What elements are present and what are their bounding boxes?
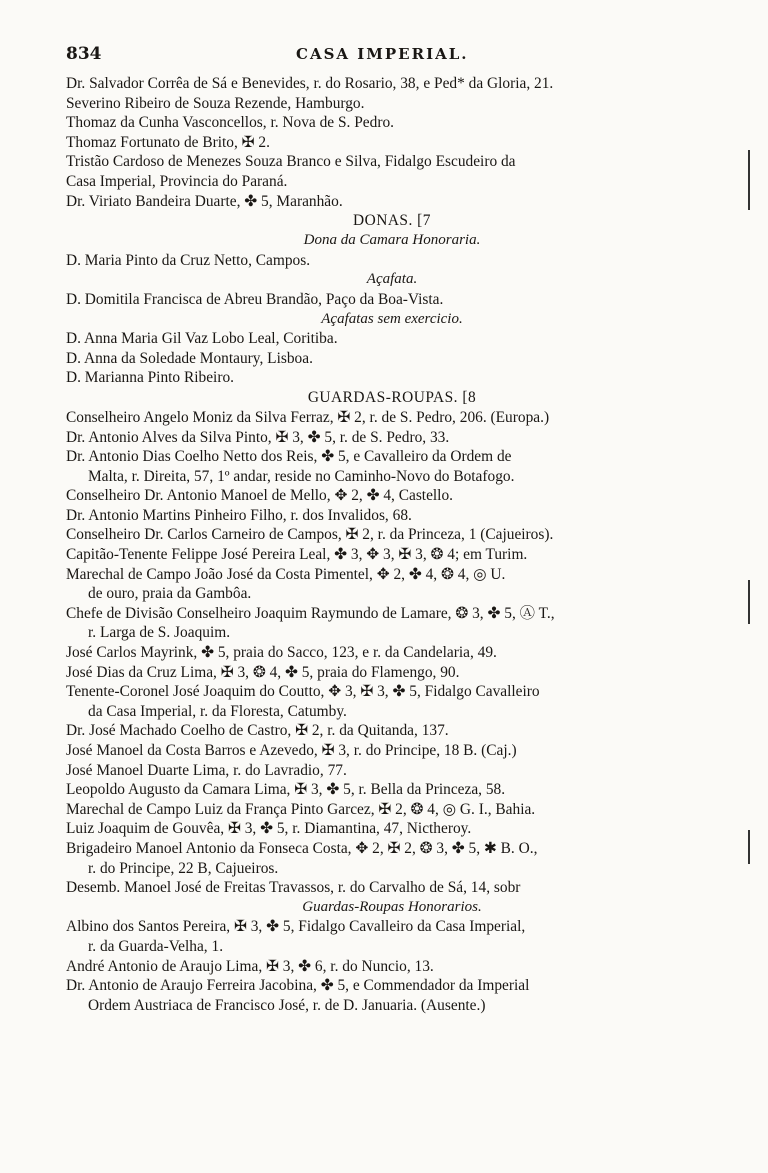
entry-line: Conselheiro Dr. Antonio Manoel de Mello, ✥ 2, ✤ 4, Castello. <box>66 487 454 505</box>
entry-line: Dr. Salvador Corrêa de Sá e Benevides, r. do Rosario, 38, e Ped* da Gloria, 21. <box>66 75 554 92</box>
entry-line: Thomaz Fortunato de Brito, ✠ 2. <box>66 133 270 151</box>
margin-rule <box>748 150 750 210</box>
section-donas <box>66 211 718 388</box>
margin-rule <box>748 580 750 624</box>
entry-line: Marechal de Campo João José da Costa Pimentel, ✥ 2, ✤ 4, ❂ 4, ◎ U. <box>66 565 506 583</box>
entry-line-continuation: Malta, r. Direita, 57, 1º andar, reside no Caminho-Novo do Botafogo. <box>88 467 515 485</box>
section-heading-donas: DONAS. [7 <box>352 212 432 230</box>
margin-rule <box>748 830 750 864</box>
entry-line: Tenente-Coronel José Joaquim do Coutto, ✥ 3, ✠ 3, ✤ 5, Fidalgo Cavalleiro <box>66 683 540 701</box>
entry-line-continuation: r. do Principe, 22 B, Cajueiros. <box>88 859 279 877</box>
entry-line-continuation: Ordem Austriaca de Francisco José, r. de D. Januaria. (Ausente.) <box>88 996 486 1014</box>
entry-line: Thomaz da Cunha Vasconcellos, r. Nova de S. Pedro. <box>66 114 394 132</box>
entry-line-continuation: de ouro, praia da Gambôa. <box>88 585 252 603</box>
entry-line: Conselheiro Angelo Moniz da Silva Ferraz, ✠ 2, r. de S. Pedro, 206. (Europa.) <box>66 408 550 426</box>
section-honorarios <box>66 898 718 1016</box>
running-title: CASA IMPERIAL. <box>296 45 469 63</box>
subheading-acafata: Açafata. <box>366 271 418 288</box>
entry-line: Tristão Cardoso de Menezes Souza Branco e Silva, Fidalgo Escudeiro da <box>66 153 516 171</box>
entry-line: José Carlos Mayrink, ✤ 5, praia do Sacco, 123, e r. da Candelaria, 49. <box>66 644 497 662</box>
subheading-camara: Dona da Camara Honoraria. <box>303 232 481 249</box>
entry-line: José Manoel da Costa Barros e Azevedo, ✠ 3, r. do Principe, 18 B. (Caj.) <box>66 742 517 759</box>
entry-line: André Antonio de Araujo Lima, ✠ 3, ✤ 6, r. do Nuncio, 13. <box>66 957 434 975</box>
section-top <box>66 74 718 211</box>
entry-line: D. Domitila Francisca de Abreu Brandão, Paço da Boa-Vista. <box>66 290 444 308</box>
entry-line: Severino Ribeiro de Souza Rezende, Hamburgo. <box>66 94 365 112</box>
entry-line: Brigadeiro Manoel Antonio da Fonseca Costa, ✥ 2, ✠ 2, ❂ 3, ✤ 5, ✱ B. O., <box>66 839 538 857</box>
entry-line: Chefe de Divisão Conselheiro Joaquim Raymundo de Lamare, ❂ 3, ✤ 5, Ⓐ T., <box>66 604 555 622</box>
entry-line-continuation: r. da Guarda-Velha, 1. <box>88 937 224 955</box>
entry-line: Luiz Joaquim de Gouvêa, ✠ 3, ✤ 5, r. Diamantina, 47, Nictheroy. <box>66 820 472 838</box>
entry-line: José Dias da Cruz Lima, ✠ 3, ❂ 4, ✤ 5, praia do Flamengo, 90. <box>66 663 460 681</box>
subheading-honorarios: Guardas-Roupas Honorarios. <box>302 898 482 915</box>
entry-line: Dr. Antonio Alves da Silva Pinto, ✠ 3, ✤ 5, r. de S. Pedro, 33. <box>66 428 450 446</box>
entry-line: Dr. Antonio de Araujo Ferreira Jacobina, ✤ 5, e Commendador da Imperial <box>66 977 530 995</box>
entry-line: D. Marianna Pinto Ribeiro. <box>66 369 234 387</box>
entry-line: Leopoldo Augusto da Camara Lima, ✠ 3, ✤ 5, r. Bella da Princeza, 58. <box>66 781 506 799</box>
entry-line: D. Anna da Soledade Montaury, Lisboa. <box>66 349 313 367</box>
entry-line: Dr. José Machado Coelho de Castro, ✠ 2, r. da Quitanda, 137. <box>66 722 449 740</box>
entry-line: Dr. Antonio Dias Coelho Netto dos Reis, ✤ 5, e Cavalleiro da Ordem de <box>66 448 512 466</box>
subheading-acafatas-sem-exercicio: Açafatas sem exercicio. <box>321 310 463 327</box>
running-head <box>66 44 718 74</box>
entry-line: José Manoel Duarte Lima, r. do Lavradio, 77. <box>66 761 347 779</box>
entry-line-continuation: da Casa Imperial, r. da Floresta, Catumby. <box>88 702 347 720</box>
page-number: 834 <box>66 44 102 64</box>
entry-line: Dr. Viriato Bandeira Duarte, ✤ 5, Maranhão. <box>66 192 343 210</box>
entry-line: D. Anna Maria Gil Vaz Lobo Leal, Coritiba. <box>66 330 338 348</box>
entry-line: Capitão-Tenente Felippe José Pereira Leal, ✤ 3, ✥ 3, ✠ 3, ❂ 4; em Turim. <box>66 546 528 564</box>
entry-line: Albino dos Santos Pereira, ✠ 3, ✤ 5, Fidalgo Cavalleiro da Casa Imperial, <box>66 918 526 936</box>
section-guardas-roupas <box>66 388 718 898</box>
entry-line: Conselheiro Dr. Carlos Carneiro de Campos, ✠ 2, r. da Princeza, 1 (Cajueiros). <box>66 526 554 544</box>
entry-line: Marechal de Campo Luiz da França Pinto Garcez, ✠ 2, ❂ 4, ◎ G. I., Bahia. <box>66 800 536 818</box>
entry-line: D. Maria Pinto da Cruz Netto, Campos. <box>66 251 311 269</box>
entry-line: Casa Imperial, Provincia do Paraná. <box>66 172 288 190</box>
entry-line-continuation: r. Larga de S. Joaquim. <box>88 624 231 642</box>
entry-line: Desemb. Manoel José de Freitas Travassos, r. do Carvalho de Sá, 14, sobr <box>66 879 521 897</box>
entry-line: Dr. Antonio Martins Pinheiro Filho, r. dos Invalidos, 68. <box>66 506 412 524</box>
section-heading-guardas-roupas: GUARDAS-ROUPAS. [8 <box>307 388 477 406</box>
